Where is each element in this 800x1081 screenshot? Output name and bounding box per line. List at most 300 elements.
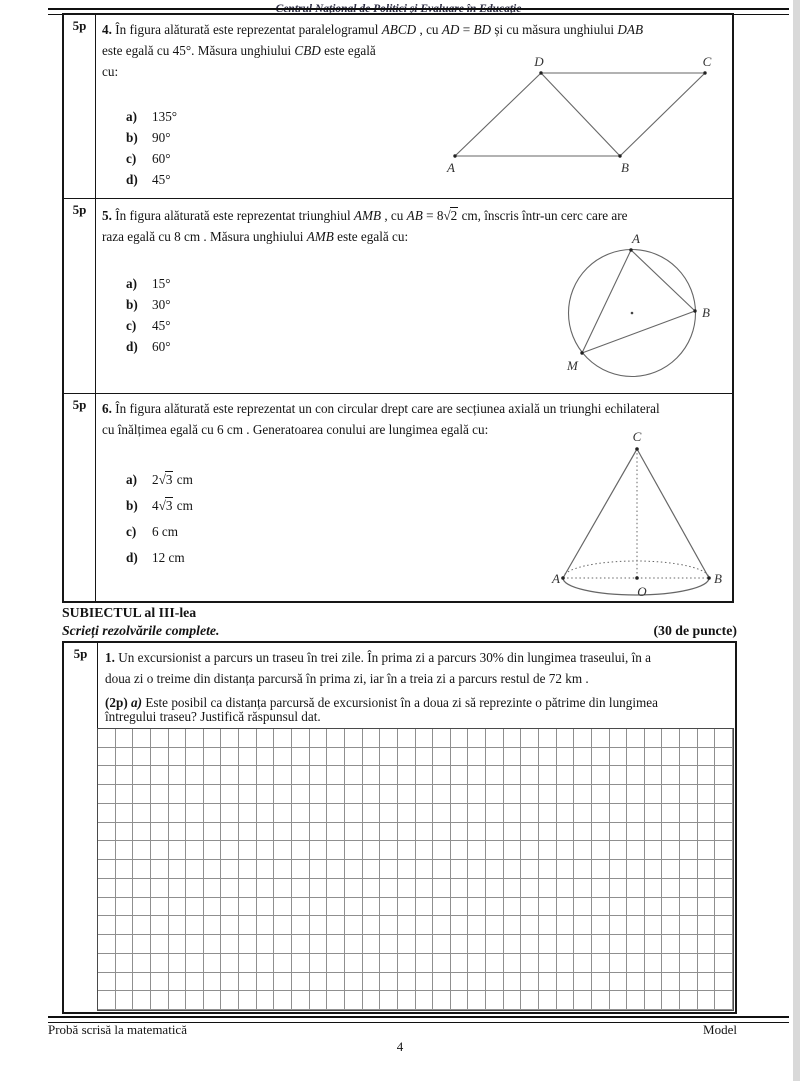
- option-value: 30°: [152, 297, 171, 312]
- grid-cell: [133, 785, 151, 804]
- grid-cell: [345, 804, 363, 823]
- grid-cell: [257, 748, 275, 767]
- grid-cell: [610, 860, 628, 879]
- grid-cell: [715, 898, 733, 917]
- grid-cell: [680, 991, 698, 1010]
- option-label: c): [126, 151, 137, 166]
- grid-cell: [133, 841, 151, 860]
- grid-cell: [133, 748, 151, 767]
- grid-cell: [645, 785, 663, 804]
- grid-cell: [133, 935, 151, 954]
- vertex-label-O: O: [637, 584, 647, 599]
- grid-cell: [133, 823, 151, 842]
- grid-cell: [257, 729, 275, 748]
- option-label: d): [126, 550, 138, 565]
- grid-cell: [310, 804, 328, 823]
- grid-cell: [416, 954, 434, 973]
- problem-6-option-b: [126, 498, 193, 514]
- grid-cell: [169, 879, 187, 898]
- grid-cell: [98, 898, 116, 917]
- grid-cell: [574, 841, 592, 860]
- grid-cell: [151, 785, 169, 804]
- grid-cell: [715, 935, 733, 954]
- grid-cell: [433, 748, 451, 767]
- grid-cell: [327, 729, 345, 748]
- grid-cell: [468, 973, 486, 992]
- grid-cell: [221, 991, 239, 1010]
- grid-cell: [151, 973, 169, 992]
- grid-cell: [592, 729, 610, 748]
- grid-cell: [380, 785, 398, 804]
- grid-cell: [327, 898, 345, 917]
- grid-cell: [363, 748, 381, 767]
- grid-cell: [715, 991, 733, 1010]
- option-value: 2√3 cm: [152, 472, 193, 487]
- grid-cell: [645, 841, 663, 860]
- grid-cell: [380, 729, 398, 748]
- grid-cell: [398, 841, 416, 860]
- problem-4-line-3: cu:: [102, 64, 119, 79]
- grid-cell: [539, 898, 557, 917]
- grid-cell: [504, 954, 522, 973]
- grid-cell: [521, 841, 539, 860]
- grid-cell: [221, 860, 239, 879]
- grid-cell: [610, 973, 628, 992]
- grid-cell: [363, 841, 381, 860]
- grid-cell: [327, 879, 345, 898]
- grid-cell: [433, 729, 451, 748]
- grid-cell: [715, 973, 733, 992]
- grid-cell: [98, 823, 116, 842]
- grid-cell: [627, 954, 645, 973]
- grid-cell: [274, 916, 292, 935]
- grid-cell: [433, 841, 451, 860]
- grid-cell: [468, 841, 486, 860]
- grid-cell: [327, 860, 345, 879]
- grid-cell: [133, 898, 151, 917]
- grid-cell: [610, 748, 628, 767]
- grid-cell: [557, 841, 575, 860]
- grid-cell: [380, 916, 398, 935]
- grid-cell: [627, 860, 645, 879]
- grid-cell: [116, 823, 134, 842]
- grid-cell: [186, 804, 204, 823]
- grid-cell: [310, 954, 328, 973]
- grid-cell: [186, 860, 204, 879]
- footer-page-number: 4: [396, 1039, 404, 1054]
- grid-cell: [416, 935, 434, 954]
- grid-cell: [680, 973, 698, 992]
- option-label: a): [126, 472, 137, 487]
- option-value: 45°: [152, 318, 171, 333]
- grid-cell: [116, 935, 134, 954]
- grid-cell: [380, 898, 398, 917]
- grid-cell: [398, 973, 416, 992]
- grid-cell: [539, 785, 557, 804]
- vertex-label-C: C: [632, 429, 642, 444]
- grid-cell: [204, 823, 222, 842]
- grid-cell: [451, 841, 469, 860]
- grid-cell: [662, 898, 680, 917]
- option-value: 15°: [152, 276, 171, 291]
- grid-cell: [398, 935, 416, 954]
- grid-cell: [504, 935, 522, 954]
- grid-cell: [451, 954, 469, 973]
- grid-cell: [98, 991, 116, 1010]
- grid-cell: [680, 823, 698, 842]
- grid-cell: [486, 823, 504, 842]
- grid-cell: [327, 841, 345, 860]
- grid-cell: [698, 785, 716, 804]
- grid-cell: [169, 785, 187, 804]
- grid-cell: [257, 916, 275, 935]
- grid-cell: [451, 916, 469, 935]
- grid-cell: [451, 748, 469, 767]
- problem-5-option-c: [126, 318, 170, 334]
- option-value: 60°: [152, 339, 171, 354]
- problem-5-line-2: raza egală cu 8 cm . Măsura unghiului AMB este egală cu:: [102, 229, 409, 244]
- grid-cell: [327, 916, 345, 935]
- grid-cell: [521, 729, 539, 748]
- grid-cell: [521, 785, 539, 804]
- grid-cell: [257, 935, 275, 954]
- grid-cell: [557, 916, 575, 935]
- option-value: 90°: [152, 130, 171, 145]
- grid-cell: [662, 729, 680, 748]
- grid-cell: [451, 860, 469, 879]
- grid-cell: [204, 898, 222, 917]
- section3-title: SUBIECTUL al III-lea: [62, 605, 197, 620]
- grid-cell: [169, 748, 187, 767]
- grid-cell: [292, 766, 310, 785]
- grid-cell: [133, 954, 151, 973]
- vertex-label-B: B: [702, 305, 710, 320]
- grid-cell: [627, 879, 645, 898]
- grid-cell: [345, 841, 363, 860]
- grid-cell: [680, 898, 698, 917]
- grid-cell: [204, 879, 222, 898]
- grid-cell: [363, 935, 381, 954]
- grid-cell: [645, 973, 663, 992]
- grid-cell: [169, 954, 187, 973]
- grid-cell: [698, 766, 716, 785]
- problem-5-option-d: [126, 339, 170, 355]
- grid-cell: [557, 935, 575, 954]
- grid-cell: [610, 991, 628, 1010]
- grid-cell: [292, 729, 310, 748]
- grid-cell: [239, 823, 257, 842]
- grid-cell: [327, 935, 345, 954]
- grid-cell: [680, 748, 698, 767]
- grid-cell: [592, 804, 610, 823]
- grid-cell: [451, 991, 469, 1010]
- option-label: b): [126, 498, 138, 513]
- problem-6-option-a: [126, 472, 193, 488]
- grid-cell: [310, 898, 328, 917]
- grid-cell: [574, 898, 592, 917]
- grid-cell: [715, 954, 733, 973]
- grid-cell: [274, 991, 292, 1010]
- grid-cell: [274, 954, 292, 973]
- grid-cell: [363, 879, 381, 898]
- grid-cell: [151, 954, 169, 973]
- grid-cell: [398, 860, 416, 879]
- scan-edge-artifact: [793, 0, 800, 1081]
- problem-5-line-1: 5. În figura alăturată este reprezentat triunghiul AMB , cu AB = 8√2 cm, înscris într-un cerc care are: [102, 208, 628, 223]
- vertex-label-D: D: [534, 54, 544, 69]
- option-value: 60°: [152, 151, 171, 166]
- grid-cell: [274, 748, 292, 767]
- grid-cell: [398, 748, 416, 767]
- vertex-label-A: A: [632, 231, 640, 246]
- grid-cell: [521, 898, 539, 917]
- grid-cell: [451, 935, 469, 954]
- grid-cell: [292, 954, 310, 973]
- grid-cell: [468, 879, 486, 898]
- grid-cell: [521, 823, 539, 842]
- problem-iii1-line-2: doua zi o treime din distanța parcursă în prima zi, iar în a treia zi a parcurs restul de 72 km .: [105, 671, 589, 686]
- grid-cell: [292, 823, 310, 842]
- grid-cell: [627, 785, 645, 804]
- grid-cell: [327, 823, 345, 842]
- footer-model-label: Model: [703, 1022, 737, 1037]
- grid-cell: [239, 729, 257, 748]
- grid-cell: [468, 785, 486, 804]
- grid-cell: [416, 785, 434, 804]
- problem-iii1-line-3: (2p) a) Este posibil ca distanța parcursă de excursionist în a doua zi să reprezinte o pătrime din lungimea: [105, 695, 658, 710]
- grid-cell: [169, 729, 187, 748]
- grid-cell: [257, 954, 275, 973]
- grid-cell: [204, 841, 222, 860]
- grid-cell: [521, 748, 539, 767]
- grid-cell: [98, 785, 116, 804]
- grid-cell: [186, 935, 204, 954]
- grid-cell: [98, 973, 116, 992]
- grid-cell: [98, 916, 116, 935]
- grid-cell: [539, 748, 557, 767]
- grid-cell: [592, 916, 610, 935]
- grid-cell: [239, 916, 257, 935]
- grid-cell: [486, 916, 504, 935]
- grid-cell: [504, 729, 522, 748]
- grid-cell: [539, 973, 557, 992]
- grid-cell: [662, 785, 680, 804]
- grid-cell: [662, 804, 680, 823]
- grid-cell: [363, 766, 381, 785]
- grid-cell: [310, 766, 328, 785]
- grid-cell: [363, 898, 381, 917]
- grid-cell: [151, 766, 169, 785]
- grid-cell: [662, 823, 680, 842]
- grid-cell: [186, 823, 204, 842]
- grid-cell: [98, 879, 116, 898]
- grid-cell: [239, 879, 257, 898]
- grid-cell: [345, 860, 363, 879]
- grid-cell: [345, 823, 363, 842]
- problem-6-line-1: 6. În figura alăturată este reprezentat un con circular drept care are secțiunea axială un triunghi echilateral: [102, 401, 660, 416]
- cone-figure: [545, 430, 745, 608]
- grid-cell: [345, 879, 363, 898]
- grid-cell: [433, 935, 451, 954]
- grid-cell: [715, 785, 733, 804]
- grid-cell: [574, 879, 592, 898]
- option-label: a): [126, 276, 137, 291]
- grid-cell: [292, 879, 310, 898]
- grid-cell: [504, 804, 522, 823]
- grid-cell: [186, 954, 204, 973]
- grid-cell: [468, 729, 486, 748]
- grid-cell: [292, 898, 310, 917]
- grid-cell: [327, 766, 345, 785]
- grid-cell: [451, 785, 469, 804]
- grid-cell: [486, 935, 504, 954]
- grid-cell: [486, 748, 504, 767]
- grid-cell: [468, 898, 486, 917]
- grid-cell: [468, 991, 486, 1010]
- grid-cell: [380, 766, 398, 785]
- grid-cell: [327, 804, 345, 823]
- grid-cell: [645, 916, 663, 935]
- grid-cell: [504, 879, 522, 898]
- grid-cell: [327, 954, 345, 973]
- grid-cell: [416, 841, 434, 860]
- grid-cell: [169, 841, 187, 860]
- grid-cell: [592, 785, 610, 804]
- grid-cell: [486, 766, 504, 785]
- grid-cell: [627, 991, 645, 1010]
- grid-cell: [204, 991, 222, 1010]
- grid-cell: [133, 973, 151, 992]
- grid-cell: [186, 991, 204, 1010]
- grid-cell: [539, 729, 557, 748]
- grid-cell: [592, 766, 610, 785]
- grid-cell: [274, 785, 292, 804]
- grid-cell: [680, 729, 698, 748]
- grid-cell: [257, 823, 275, 842]
- grid-cell: [416, 860, 434, 879]
- grid-cell: [239, 973, 257, 992]
- grid-cell: [292, 841, 310, 860]
- grid-cell: [610, 785, 628, 804]
- grid-cell: [292, 935, 310, 954]
- grid-cell: [345, 991, 363, 1010]
- grid-cell: [116, 729, 134, 748]
- grid-cell: [186, 879, 204, 898]
- grid-cell: [698, 841, 716, 860]
- grid-cell: [327, 748, 345, 767]
- grid-cell: [416, 879, 434, 898]
- grid-cell: [257, 991, 275, 1010]
- grid-cell: [151, 823, 169, 842]
- grid-cell: [345, 954, 363, 973]
- grid-cell: [486, 860, 504, 879]
- grid-cell: [292, 804, 310, 823]
- option-label: a): [126, 109, 137, 124]
- grid-cell: [539, 916, 557, 935]
- grid-cell: [557, 860, 575, 879]
- grid-cell: [521, 935, 539, 954]
- grid-cell: [310, 879, 328, 898]
- grid-cell: [239, 860, 257, 879]
- grid-cell: [239, 898, 257, 917]
- grid-cell: [433, 879, 451, 898]
- grid-cell: [486, 991, 504, 1010]
- grid-cell: [239, 935, 257, 954]
- grid-cell: [504, 785, 522, 804]
- grid-cell: [504, 860, 522, 879]
- grid-cell: [116, 804, 134, 823]
- problem-5-points: 5p: [64, 199, 96, 393]
- problem-4-option-a: [126, 109, 177, 125]
- grid-cell: [698, 823, 716, 842]
- grid-cell: [557, 823, 575, 842]
- grid-cell: [662, 935, 680, 954]
- grid-cell: [645, 766, 663, 785]
- grid-cell: [468, 954, 486, 973]
- option-label: d): [126, 339, 138, 354]
- grid-cell: [557, 748, 575, 767]
- grid-cell: [310, 841, 328, 860]
- grid-cell: [221, 973, 239, 992]
- grid-cell: [151, 991, 169, 1010]
- grid-cell: [186, 729, 204, 748]
- grid-cell: [610, 898, 628, 917]
- grid-cell: [715, 860, 733, 879]
- grid-cell: [186, 841, 204, 860]
- grid-cell: [133, 729, 151, 748]
- grid-cell: [680, 785, 698, 804]
- grid-cell: [345, 935, 363, 954]
- grid-cell: [257, 804, 275, 823]
- grid-cell: [380, 748, 398, 767]
- grid-cell: [539, 841, 557, 860]
- grid-cell: [239, 804, 257, 823]
- grid-cell: [433, 898, 451, 917]
- grid-cell: [363, 823, 381, 842]
- problem-iii1-points: 5p: [73, 646, 88, 661]
- grid-cell: [574, 785, 592, 804]
- option-value: 12 cm: [152, 550, 185, 565]
- grid-cell: [345, 766, 363, 785]
- grid-cell: [433, 823, 451, 842]
- grid-cell: [451, 898, 469, 917]
- grid-cell: [169, 823, 187, 842]
- grid-cell: [363, 729, 381, 748]
- grid-cell: [239, 785, 257, 804]
- grid-cell: [398, 991, 416, 1010]
- grid-cell: [468, 804, 486, 823]
- grid-cell: [310, 860, 328, 879]
- grid-cell: [557, 954, 575, 973]
- grid-cell: [363, 785, 381, 804]
- problem-5-option-b: [126, 297, 170, 313]
- grid-cell: [715, 748, 733, 767]
- grid-cell: [98, 954, 116, 973]
- grid-cell: [468, 748, 486, 767]
- grid-cell: [151, 841, 169, 860]
- grid-cell: [416, 973, 434, 992]
- grid-cell: [327, 785, 345, 804]
- grid-cell: [645, 935, 663, 954]
- grid-cell: [239, 748, 257, 767]
- grid-cell: [451, 879, 469, 898]
- grid-cell: [662, 879, 680, 898]
- grid-cell: [486, 898, 504, 917]
- grid-cell: [627, 823, 645, 842]
- grid-cell: [221, 823, 239, 842]
- grid-cell: [98, 748, 116, 767]
- grid-cell: [204, 785, 222, 804]
